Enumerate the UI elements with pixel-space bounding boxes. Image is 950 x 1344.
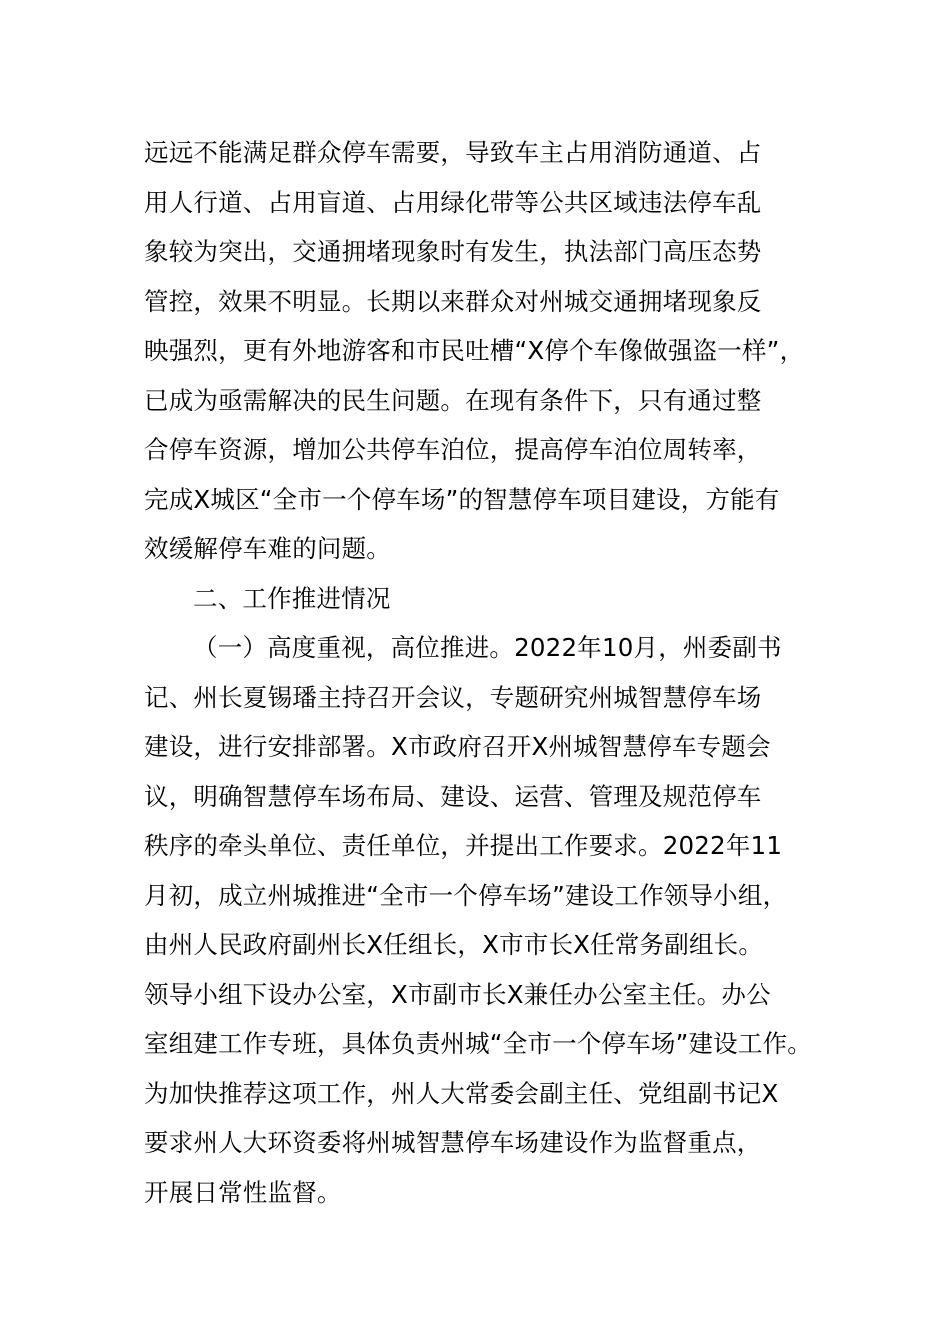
- text-line: 月初，成立州城推进“全市一个停车场”建设工作领导小组，: [144, 880, 788, 910]
- text-line: 室组建工作专班，具体负责州城“全市一个停车场”建设工作。: [144, 1029, 812, 1058]
- text-line: 建设，进行安排部署。X市政府召开X州城智慧停车专题会: [144, 732, 771, 761]
- text-line: 记、州长夏锡璠主持召开会议，专题研究州城智慧停车场: [144, 682, 762, 712]
- text-line: 由州人民政府副州长X任组长，X市市长X任常务副组长。: [144, 930, 764, 959]
- text-line: 象较为突出，交通拥堵现象时有发生，执法部门高压态势: [144, 237, 762, 266]
- text-line: 远远不能满足群众停车需要，导致车主占用消防通道、占: [144, 138, 762, 167]
- text-line: 已成为亟需解决的民生问题。在现有条件下，只有通过整: [144, 385, 762, 415]
- text-line: 完成X城区“全市一个停车场”的智慧停车项目建设，方能有: [144, 484, 780, 514]
- document-body: [144, 128, 814, 1217]
- text-line: 领导小组下设办公室，X市副市长X兼任办公室主任。办公: [144, 979, 771, 1009]
- text-line: 用人行道、占用盲道、占用绿化带等公共区域违法停车乱: [144, 187, 762, 217]
- text-line: 管控，效果不明显。长期以来群众对州城交通拥堵现象反: [144, 286, 762, 316]
- paragraph-start-line: （一）高度重视，高位推进。2022年10月，州委副书: [193, 633, 782, 662]
- paragraph-start-line: 二、工作推进情况: [193, 583, 391, 613]
- text-line: 效缓解停车难的问题。: [144, 534, 391, 563]
- text-line: 为加快推荐这项工作，州人大常委会副主任、党组副书记X: [144, 1078, 779, 1108]
- text-line: 议，明确智慧停车场布局、建设、运营、管理及规范停车: [144, 781, 762, 811]
- text-line: 要求州人大环资委将州城智慧停车场建设作为监督重点，: [144, 1128, 762, 1157]
- text-line: 映强烈，更有外地游客和市民吐槽“X停个车像做强盗一样”，: [144, 336, 805, 365]
- text-line: 开展日常性监督。: [144, 1177, 342, 1207]
- text-line: 秩序的牵头单位、责任单位，并提出工作要求。2022年11: [144, 831, 783, 860]
- text-line: 合停车资源，增加公共停车泊位，提高停车泊位周转率，: [144, 435, 762, 464]
